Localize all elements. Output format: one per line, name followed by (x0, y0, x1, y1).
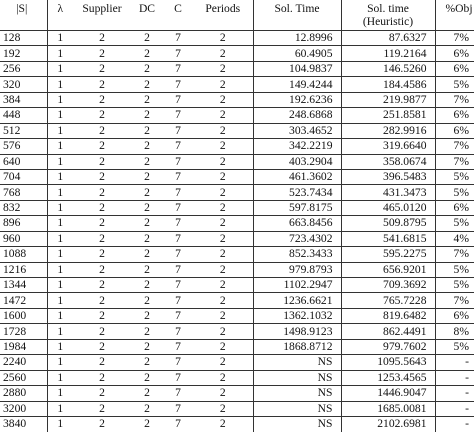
cell-c: 7 (175, 247, 181, 261)
cell-obj: 8% (435, 324, 474, 339)
header-sol-time-heuristic-line2: (Heuristic) (362, 15, 414, 28)
cell-sol-time: 149.4244 (253, 77, 341, 92)
table-row (0, 216, 474, 231)
cell-obj: 7% (435, 139, 474, 154)
cell-supplier: 2 (99, 355, 105, 369)
cell-sol-time: NS (253, 370, 341, 385)
cell-dc: 2 (144, 62, 150, 76)
cell-lambda: 1 (47, 231, 73, 246)
cell-supplier: 2 (99, 370, 105, 384)
cell-supplier: 2 (99, 216, 105, 230)
cell-c: 7 (175, 185, 181, 199)
cell-dc: 2 (144, 170, 150, 184)
cell-obj: 4% (435, 231, 474, 246)
cell-obj: 7% (435, 31, 474, 46)
cell-lambda: 1 (47, 31, 73, 46)
cell-sol-time-heuristic: 595.2275 (341, 247, 435, 262)
cell-s: 768 (0, 185, 47, 200)
cell-periods: 2 (219, 201, 226, 215)
cell-dc: 2 (144, 123, 150, 137)
table-row (0, 386, 474, 401)
table-row (0, 293, 474, 308)
cell-lambda: 1 (47, 169, 73, 184)
cell-c: 7 (175, 92, 181, 106)
cell-sol-time-heuristic: 87.6327 (341, 31, 435, 46)
cell-periods: 2 (219, 401, 226, 415)
cell-obj: - (435, 370, 474, 385)
table-row (0, 247, 474, 262)
cell-dc: 2 (144, 31, 150, 45)
cell-sol-time-heuristic: 541.6815 (341, 231, 435, 246)
cell-obj: 6% (435, 200, 474, 215)
table-row (0, 169, 474, 184)
cell-periods: 2 (219, 139, 226, 153)
cell-sol-time: 723.4302 (253, 231, 341, 246)
cell-supplier: 2 (99, 123, 105, 137)
cell-c: 7 (175, 216, 181, 230)
table-row (0, 92, 474, 107)
cell-s: 832 (0, 200, 47, 215)
cell-obj: 5% (435, 169, 474, 184)
cell-supplier: 2 (99, 170, 105, 184)
cell-lambda: 1 (47, 216, 73, 231)
cell-s: 512 (0, 123, 47, 138)
table-row (0, 278, 474, 293)
cell-periods: 2 (219, 185, 226, 199)
header-sol-time: Sol. Time (253, 0, 341, 31)
cell-c: 7 (175, 262, 181, 276)
cell-dc: 2 (144, 355, 150, 369)
cell-sol-time: 192.6236 (253, 92, 341, 107)
cell-obj: 7% (435, 293, 474, 308)
cell-supplier: 2 (99, 231, 105, 245)
cell-sol-time: 60.4905 (253, 46, 341, 61)
cell-s: 128 (0, 31, 47, 46)
cell-sol-time: 104.9837 (253, 61, 341, 76)
cell-sol-time-heuristic: 1253.4565 (341, 370, 435, 385)
cell-sol-time-heuristic: 319.6640 (341, 139, 435, 154)
cell-lambda: 1 (47, 61, 73, 76)
header-periods: Periods (205, 2, 241, 15)
cell-lambda: 1 (47, 92, 73, 107)
cell-sol-time-heuristic: 282.9916 (341, 123, 435, 138)
cell-periods: 2 (219, 293, 226, 307)
cell-periods: 2 (219, 386, 226, 400)
cell-c: 7 (175, 324, 181, 338)
table-row (0, 355, 474, 370)
cell-supplier: 2 (99, 247, 105, 261)
table-row (0, 200, 474, 215)
cell-periods: 2 (219, 231, 226, 245)
cell-s: 1600 (0, 308, 47, 323)
table-row (0, 416, 474, 431)
cell-c: 7 (175, 309, 181, 323)
cell-periods: 2 (219, 262, 226, 276)
cell-dc: 2 (144, 154, 150, 168)
cell-c: 7 (175, 62, 181, 76)
cell-s: 256 (0, 61, 47, 76)
cell-lambda: 1 (47, 262, 73, 277)
cell-sol-time: NS (253, 401, 341, 416)
cell-periods: 2 (219, 355, 226, 369)
cell-sol-time: 1362.1032 (253, 308, 341, 323)
cell-obj: 7% (435, 92, 474, 107)
cell-supplier: 2 (99, 386, 105, 400)
header-supplier: Supplier (82, 2, 122, 15)
table-row (0, 308, 474, 323)
cell-obj: 6% (435, 46, 474, 61)
header-c: C (174, 2, 182, 15)
cell-lambda: 1 (47, 293, 73, 308)
cell-lambda: 1 (47, 247, 73, 262)
cell-periods: 2 (219, 339, 226, 353)
cell-lambda: 1 (47, 355, 73, 370)
cell-lambda: 1 (47, 123, 73, 138)
cell-sol-time-heuristic: 184.4586 (341, 77, 435, 92)
cell-dc: 2 (144, 339, 150, 353)
cell-lambda: 1 (47, 46, 73, 61)
cell-supplier: 2 (99, 201, 105, 215)
cell-periods: 2 (219, 77, 226, 91)
cell-sol-time: 403.2904 (253, 154, 341, 169)
cell-supplier: 2 (99, 417, 105, 431)
table-row (0, 123, 474, 138)
cell-sol-time-heuristic: 709.3692 (341, 278, 435, 293)
cell-c: 7 (175, 386, 181, 400)
cell-obj: 6% (435, 308, 474, 323)
cell-sol-time-heuristic: 765.7228 (341, 293, 435, 308)
cell-obj: 6% (435, 108, 474, 123)
cell-obj: 6% (435, 123, 474, 138)
cell-sol-time-heuristic: 509.8795 (341, 216, 435, 231)
cell-s: 1216 (0, 262, 47, 277)
header-obj: %Obj (435, 0, 474, 31)
cell-supplier: 2 (99, 31, 105, 45)
cell-s: 3840 (0, 416, 47, 431)
cell-sol-time: 852.3433 (253, 247, 341, 262)
cell-sol-time-heuristic: 1095.5643 (341, 355, 435, 370)
cell-obj: 5% (435, 339, 474, 354)
cell-dc: 2 (144, 417, 150, 431)
cell-s: 640 (0, 154, 47, 169)
cell-s: 1984 (0, 339, 47, 354)
table-row (0, 324, 474, 339)
cell-periods: 2 (219, 46, 226, 60)
cell-lambda: 1 (47, 154, 73, 169)
cell-c: 7 (175, 31, 181, 45)
cell-s: 320 (0, 77, 47, 92)
cell-lambda: 1 (47, 416, 73, 431)
cell-c: 7 (175, 46, 181, 60)
cell-lambda: 1 (47, 278, 73, 293)
cell-periods: 2 (219, 324, 226, 338)
cell-sol-time-heuristic: 819.6482 (341, 308, 435, 323)
cell-lambda: 1 (47, 139, 73, 154)
cell-dc: 2 (144, 386, 150, 400)
cell-s: 2240 (0, 355, 47, 370)
cell-sol-time: 597.8175 (253, 200, 341, 215)
cell-periods: 2 (219, 62, 226, 76)
cell-obj: 5% (435, 185, 474, 200)
cell-supplier: 2 (99, 62, 105, 76)
cell-obj: 7% (435, 154, 474, 169)
table-row (0, 339, 474, 354)
cell-dc: 2 (144, 278, 150, 292)
cell-periods: 2 (219, 108, 226, 122)
cell-s: 1088 (0, 247, 47, 262)
cell-s: 2880 (0, 386, 47, 401)
cell-obj: - (435, 416, 474, 431)
cell-lambda: 1 (47, 401, 73, 416)
cell-c: 7 (175, 355, 181, 369)
cell-lambda: 1 (47, 185, 73, 200)
cell-sol-time-heuristic: 1446.9047 (341, 386, 435, 401)
cell-sol-time: 12.8996 (253, 31, 341, 46)
cell-supplier: 2 (99, 92, 105, 106)
cell-dc: 2 (144, 401, 150, 415)
table-row (0, 77, 474, 92)
cell-periods: 2 (219, 309, 226, 323)
table-row (0, 108, 474, 123)
cell-supplier: 2 (99, 108, 105, 122)
cell-lambda: 1 (47, 386, 73, 401)
cell-c: 7 (175, 231, 181, 245)
cell-obj: 7% (435, 247, 474, 262)
table-row (0, 46, 474, 61)
cell-supplier: 2 (99, 309, 105, 323)
cell-sol-time-heuristic: 862.4491 (341, 324, 435, 339)
cell-c: 7 (175, 108, 181, 122)
header-dc: DC (138, 2, 156, 15)
cell-s: 576 (0, 139, 47, 154)
cell-obj: - (435, 401, 474, 416)
cell-sol-time: NS (253, 386, 341, 401)
table-row (0, 185, 474, 200)
cell-obj: - (435, 386, 474, 401)
header-s: |S| (0, 0, 47, 31)
cell-c: 7 (175, 293, 181, 307)
cell-sol-time: 979.8793 (253, 262, 341, 277)
cell-obj: 5% (435, 262, 474, 277)
cell-dc: 2 (144, 247, 150, 261)
cell-sol-time: NS (253, 416, 341, 431)
cell-c: 7 (175, 77, 181, 91)
cell-sol-time: 461.3602 (253, 169, 341, 184)
cell-periods: 2 (219, 170, 226, 184)
table-row (0, 31, 474, 46)
cell-sol-time-heuristic: 251.8581 (341, 108, 435, 123)
cell-dc: 2 (144, 139, 150, 153)
cell-supplier: 2 (99, 293, 105, 307)
header-lambda: λ (47, 0, 73, 31)
cell-c: 7 (175, 139, 181, 153)
cell-sol-time: 1102.2947 (253, 278, 341, 293)
cell-supplier: 2 (99, 46, 105, 60)
cell-sol-time-heuristic: 465.0120 (341, 200, 435, 215)
cell-c: 7 (175, 278, 181, 292)
cell-supplier: 2 (99, 339, 105, 353)
table-row (0, 139, 474, 154)
cell-periods: 2 (219, 247, 226, 261)
cell-sol-time: NS (253, 355, 341, 370)
table-row (0, 370, 474, 385)
cell-dc: 2 (144, 370, 150, 384)
cell-sol-time-heuristic: 431.3473 (341, 185, 435, 200)
header-sol-time-heuristic (341, 0, 435, 31)
cell-supplier: 2 (99, 262, 105, 276)
cell-dc: 2 (144, 46, 150, 60)
header-row (0, 0, 474, 31)
cell-obj: 6% (435, 61, 474, 76)
cell-supplier: 2 (99, 154, 105, 168)
cell-dc: 2 (144, 293, 150, 307)
table-row (0, 262, 474, 277)
cell-s: 896 (0, 216, 47, 231)
cell-s: 960 (0, 231, 47, 246)
cell-supplier: 2 (99, 401, 105, 415)
cell-periods: 2 (219, 417, 226, 431)
cell-sol-time-heuristic: 396.5483 (341, 169, 435, 184)
cell-dc: 2 (144, 77, 150, 91)
cell-periods: 2 (219, 370, 226, 384)
cell-supplier: 2 (99, 77, 105, 91)
cell-periods: 2 (219, 154, 226, 168)
cell-lambda: 1 (47, 200, 73, 215)
cell-sol-time-heuristic: 358.0674 (341, 154, 435, 169)
cell-sol-time-heuristic: 979.7602 (341, 339, 435, 354)
cell-lambda: 1 (47, 108, 73, 123)
cell-dc: 2 (144, 262, 150, 276)
cell-sol-time: 523.7434 (253, 185, 341, 200)
cell-sol-time-heuristic: 1685.0081 (341, 401, 435, 416)
cell-dc: 2 (144, 201, 150, 215)
cell-periods: 2 (219, 31, 226, 45)
cell-sol-time-heuristic: 2102.6981 (341, 416, 435, 431)
cell-dc: 2 (144, 309, 150, 323)
cell-periods: 2 (219, 92, 226, 106)
cell-sol-time: 248.6868 (253, 108, 341, 123)
cell-dc: 2 (144, 185, 150, 199)
cell-s: 1472 (0, 293, 47, 308)
cell-s: 2560 (0, 370, 47, 385)
cell-c: 7 (175, 370, 181, 384)
cell-obj: 5% (435, 278, 474, 293)
cell-sol-time: 303.4652 (253, 123, 341, 138)
header-sol-time-heuristic-line1: Sol. time (367, 2, 409, 15)
cell-lambda: 1 (47, 339, 73, 354)
cell-dc: 2 (144, 108, 150, 122)
cell-c: 7 (175, 417, 181, 431)
cell-lambda: 1 (47, 308, 73, 323)
cell-obj: - (435, 355, 474, 370)
cell-c: 7 (175, 123, 181, 137)
cell-sol-time: 663.8456 (253, 216, 341, 231)
cell-supplier: 2 (99, 185, 105, 199)
table-row (0, 231, 474, 246)
cell-s: 448 (0, 108, 47, 123)
cell-c: 7 (175, 339, 181, 353)
cell-periods: 2 (219, 123, 226, 137)
table-row (0, 61, 474, 76)
cell-s: 704 (0, 169, 47, 184)
table-body (0, 31, 474, 432)
table-header (0, 0, 474, 31)
cell-supplier: 2 (99, 278, 105, 292)
cell-sol-time: 342.2219 (253, 139, 341, 154)
cell-s: 384 (0, 92, 47, 107)
cell-sol-time-heuristic: 656.9201 (341, 262, 435, 277)
cell-sol-time-heuristic: 219.9877 (341, 92, 435, 107)
cell-sol-time: 1236.6621 (253, 293, 341, 308)
cell-c: 7 (175, 154, 181, 168)
cell-sol-time-heuristic: 146.5260 (341, 61, 435, 76)
cell-dc: 2 (144, 231, 150, 245)
cell-dc: 2 (144, 324, 150, 338)
cell-sol-time-heuristic: 119.2164 (341, 46, 435, 61)
cell-obj: 5% (435, 216, 474, 231)
cell-sol-time: 1868.8712 (253, 339, 341, 354)
cell-lambda: 1 (47, 370, 73, 385)
cell-supplier: 2 (99, 139, 105, 153)
cell-c: 7 (175, 201, 181, 215)
cell-s: 3200 (0, 401, 47, 416)
cell-periods: 2 (219, 216, 226, 230)
table-row (0, 154, 474, 169)
cell-s: 192 (0, 46, 47, 61)
cell-c: 7 (175, 401, 181, 415)
cell-sol-time: 1498.9123 (253, 324, 341, 339)
table-row (0, 401, 474, 416)
cell-lambda: 1 (47, 77, 73, 92)
cell-dc: 2 (144, 92, 150, 106)
cell-lambda: 1 (47, 324, 73, 339)
cell-dc: 2 (144, 216, 150, 230)
cell-supplier: 2 (99, 324, 105, 338)
cell-c: 7 (175, 170, 181, 184)
cell-periods: 2 (219, 278, 226, 292)
cell-obj: 5% (435, 77, 474, 92)
cell-s: 1728 (0, 324, 47, 339)
cell-s: 1344 (0, 278, 47, 293)
